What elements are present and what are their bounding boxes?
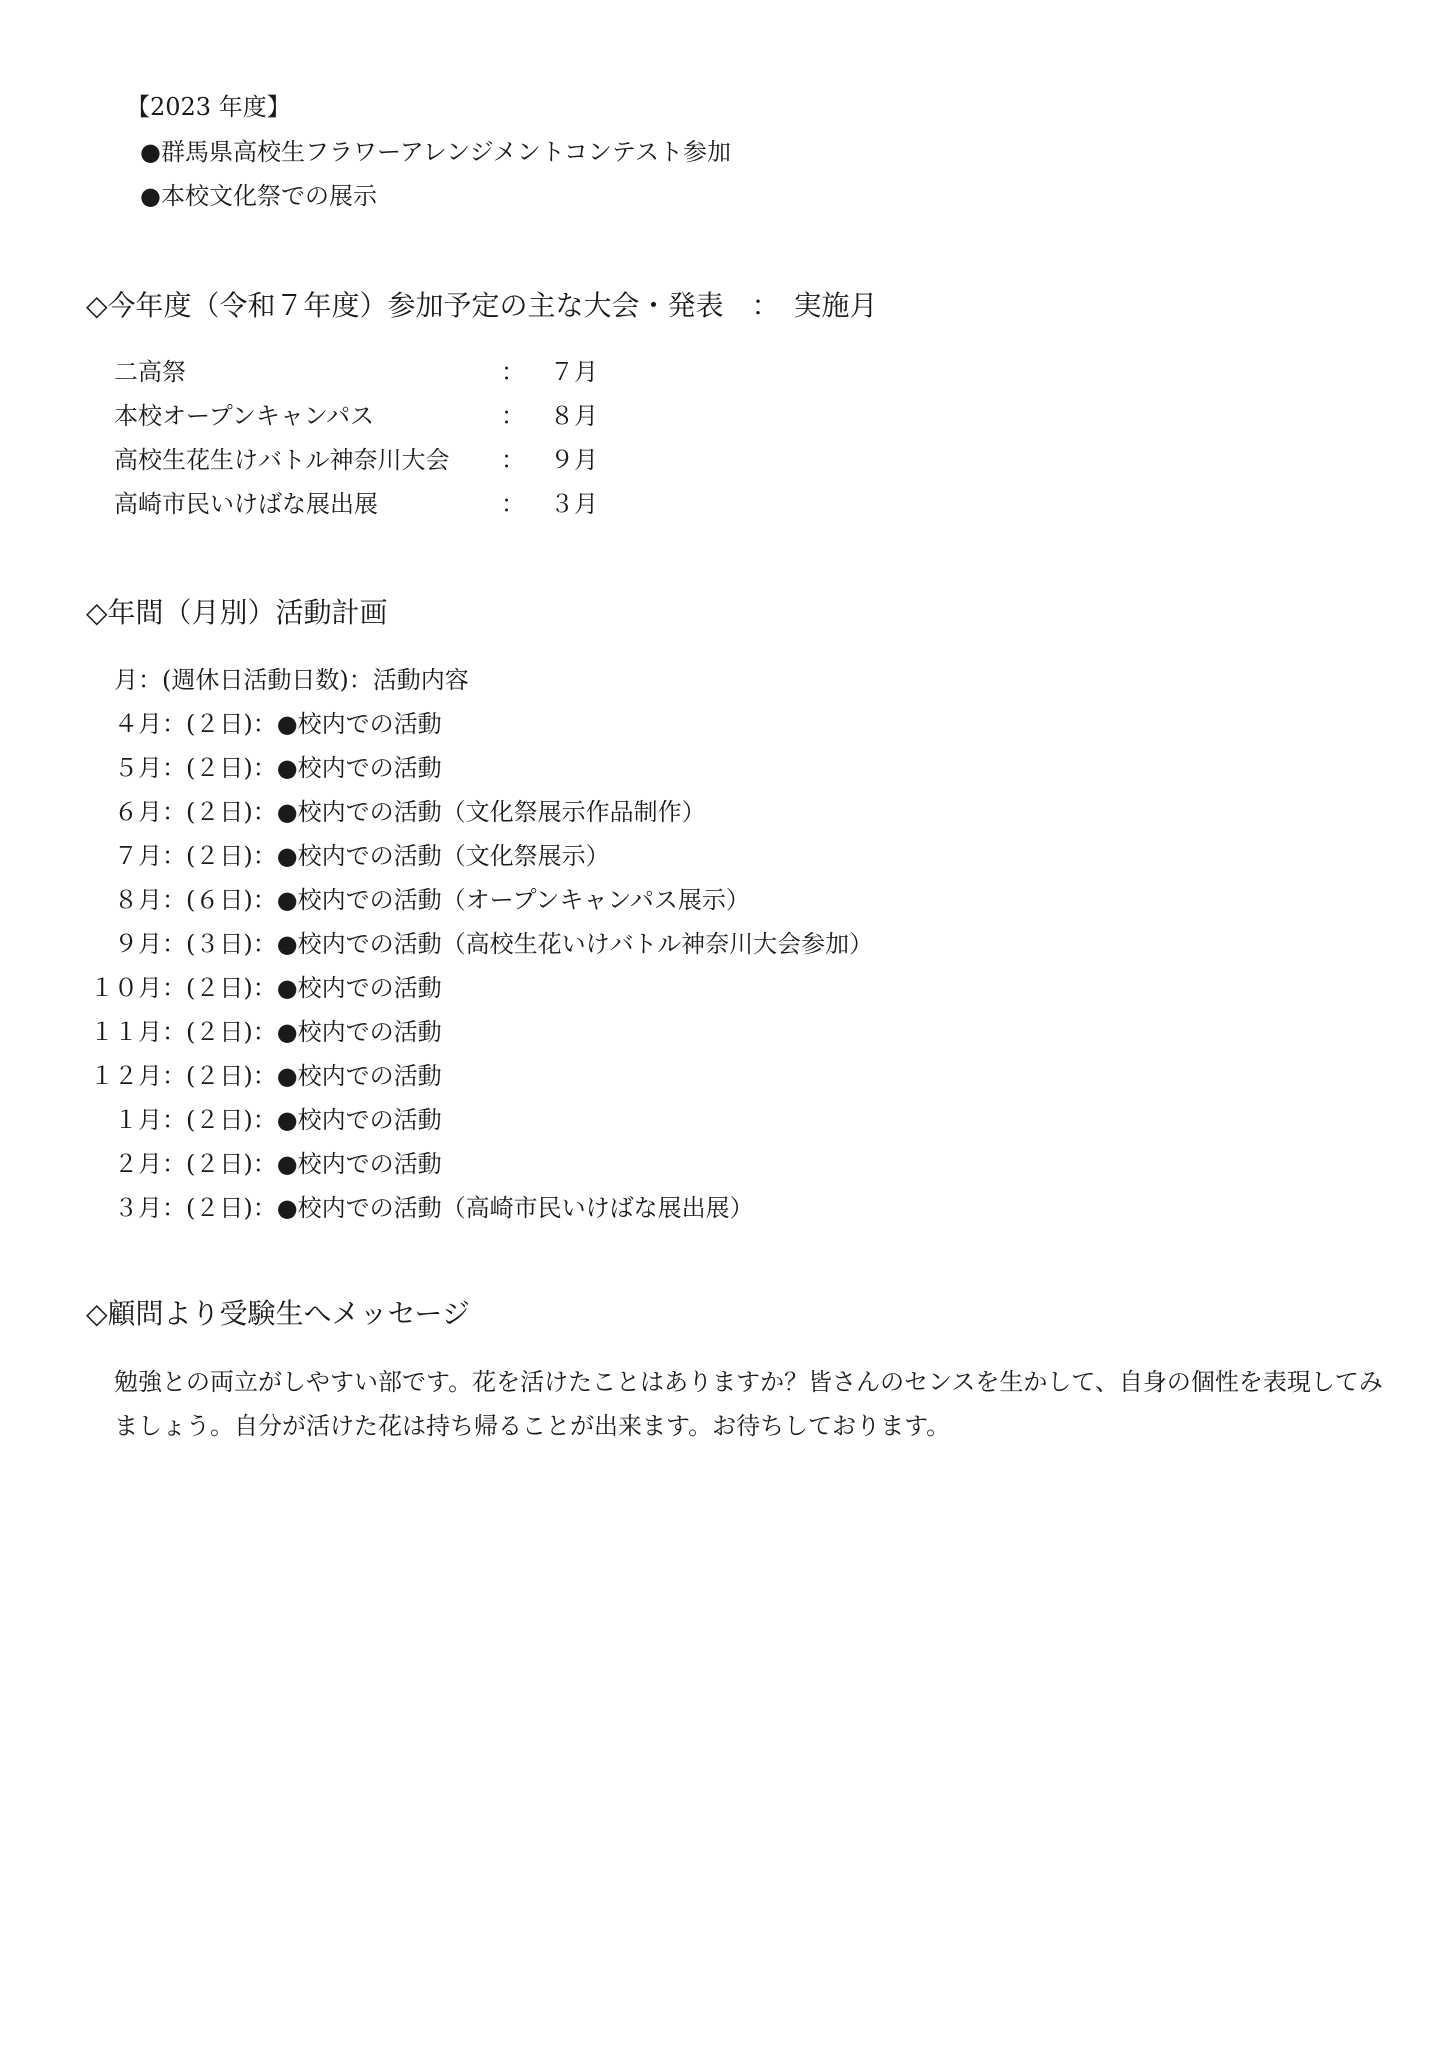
event-month: ９月: [550, 446, 598, 474]
plan-row: １１月：(２日)：●校内での活動: [90, 1018, 442, 1046]
event-colon: ：: [501, 446, 525, 474]
plan-heading: ◇年間（月別）活動計画: [86, 596, 388, 629]
events-heading: ◇今年度（令和７年度）参加予定の主な大会・発表 ： 実施月: [86, 289, 878, 322]
event-name: 本校オープンキャンパス: [114, 402, 375, 430]
event-colon: ：: [501, 358, 525, 386]
plan-row: ６月：(２日)：●校内での活動（文化祭展示作品制作）: [114, 798, 706, 826]
plan-row: ３月：(２日)：●校内での活動（高崎市民いけばな展出展）: [114, 1194, 754, 1222]
plan-row: ７月：(２日)：●校内での活動（文化祭展示）: [114, 842, 610, 870]
plan-row: ２月：(２日)：●校内での活動: [114, 1150, 442, 1178]
past-year-label: 【2023 年度】: [126, 93, 291, 121]
plan-header-row: 月：(週休日活動日数)：活動内容: [114, 666, 469, 694]
event-name: 高校生花生けバトル神奈川大会: [114, 446, 450, 474]
past-item: ●群馬県高校生フラワーアレンジメントコンテスト参加: [140, 138, 731, 166]
event-month: ３月: [550, 490, 598, 518]
plan-row: ９月：(３日)：●校内での活動（高校生花いけバトル神奈川大会参加）: [114, 930, 874, 958]
message-heading: ◇顧問より受験生へメッセージ: [86, 1297, 470, 1330]
plan-row: ４月：(２日)：●校内での活動: [114, 710, 442, 738]
plan-row: １２月：(２日)：●校内での活動: [90, 1062, 442, 1090]
message-body: 勉強との両立がしやすい部です。花を活けたことはありますか？皆さんのセンスを生かして、自身の個性を表現してみましょう。自分が活けた花は持ち帰ることが出来ます。お待ちしております。: [114, 1368, 1383, 1440]
event-month: ８月: [550, 402, 598, 430]
event-month: ７月: [550, 358, 598, 386]
event-colon: ：: [501, 402, 525, 430]
event-colon: ：: [501, 490, 525, 518]
event-name: 二高祭: [114, 358, 186, 386]
plan-row: １月：(２日)：●校内での活動: [114, 1106, 442, 1134]
plan-row: １０月：(２日)：●校内での活動: [90, 974, 442, 1002]
past-item: ●本校文化祭での展示: [140, 182, 377, 210]
event-name: 高崎市民いけばな展出展: [114, 490, 378, 518]
plan-row: ８月：(６日)：●校内での活動（オープンキャンパス展示）: [114, 886, 750, 914]
plan-row: ５月：(２日)：●校内での活動: [114, 754, 442, 782]
